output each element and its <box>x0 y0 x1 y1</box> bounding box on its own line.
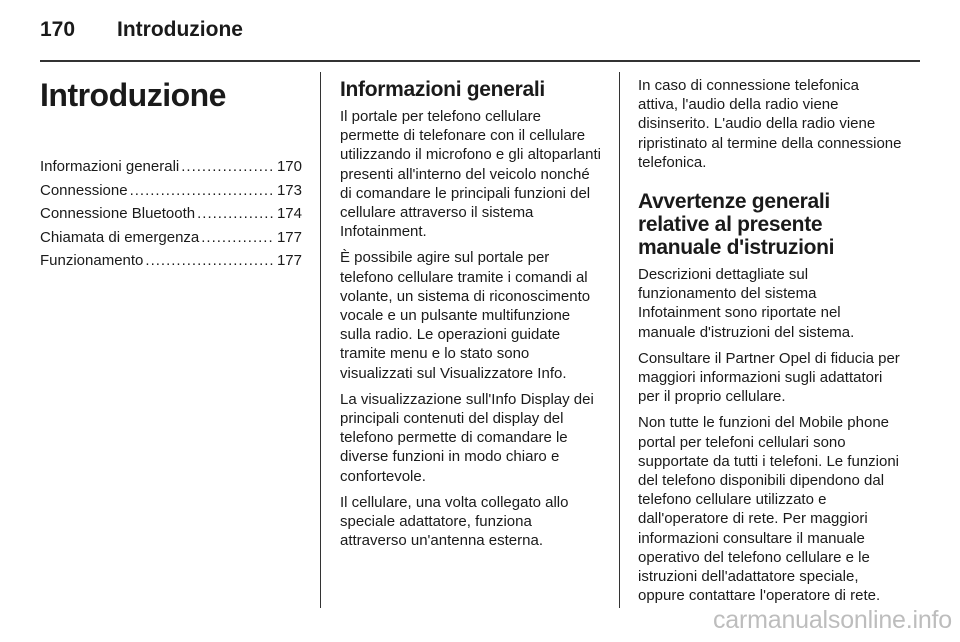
toc-entry-label: Chiamata di emergenza <box>40 228 200 246</box>
toc-leader-dots <box>197 202 275 226</box>
column-divider-1 <box>320 72 321 608</box>
toc-entry[interactable] <box>40 202 302 226</box>
toc-entry-page: 170 <box>276 158 302 176</box>
section-title-informazioni-generali: Informazioni generali <box>340 78 545 101</box>
toc-entry-page: 173 <box>276 181 302 199</box>
paragraph: Il cellulare, una volta collegato allo speciale adattatore, funziona attraverso un'antenna esterna. <box>340 493 569 550</box>
paragraph: Non tutte le funzioni del Mobile phone portal per telefoni cellulari sono supportate da tutti i telefoni. Le funzioni del telefono disponibili dipendono dal telefono cellulare utilizzato e dall'operatore di rete. Per maggiori informazioni consultare il manuale operativo del telefono cellulare e le istruzioni dell'adattatore speciale, oppure contattare l'operatore di rete. <box>638 414 900 605</box>
paragraph: È possibile agire sul portale per telefono cellulare tramite i comandi al volante, un sistema di riconoscimento vocale e un pulsante multifunzione sulla radio. Le operazioni guidate tramite menu e lo stato sono visualizzati sul Visualizzatore Info. <box>340 249 591 382</box>
column-divider-2 <box>619 72 620 608</box>
page-number: 170 <box>40 18 76 41</box>
toc-entry[interactable] <box>40 226 302 250</box>
toc-leader-dots <box>181 155 275 179</box>
column-right <box>638 72 902 612</box>
toc-entry-label: Informazioni generali <box>40 158 180 176</box>
toc-entry-page: 174 <box>276 205 302 223</box>
toc-leader-dots <box>130 179 275 203</box>
toc-entry[interactable] <box>40 249 302 273</box>
toc-entry-label: Funzionamento <box>40 252 144 270</box>
watermark: carmanualsonline.info <box>712 606 952 634</box>
header-divider <box>40 60 920 62</box>
paragraph: In caso di connessione telefonica attiva, l'audio della radio viene disinserito. L'audio della radio viene ripristinato al termine della connessione telefonica. <box>638 77 902 171</box>
paragraph: Il portale per telefono cellulare permette di telefonare con il cellulare utilizzando il microfono e gli altoparlanti presenti all'interno del veicolo nonché di comandare le principali funzioni del cellulare attraverso il sistema Infotainment. <box>340 108 601 241</box>
toc-entry-page: 177 <box>276 252 302 270</box>
column-left <box>40 72 302 273</box>
table-of-contents <box>40 155 302 273</box>
toc-entry-label: Connessione <box>40 181 128 199</box>
toc-leader-dots <box>201 226 275 250</box>
page-header <box>40 18 920 48</box>
section-title-avvertenze: Avvertenze generali relative al presente manuale d'istruzioni <box>638 190 835 260</box>
toc-entry[interactable] <box>40 179 302 203</box>
chapter-title: Introduzione <box>40 77 226 113</box>
paragraph: Descrizioni dettagliate sul funzionamento del sistema Infotainment sono riportate nel manuale d'istruzioni del sistema. <box>638 266 855 341</box>
toc-entry-page: 177 <box>276 228 302 246</box>
toc-entry[interactable] <box>40 155 302 179</box>
paragraph: Consultare il Partner Opel di fiducia per maggiori informazioni sugli adattatori per il proprio cellulare. <box>638 349 900 406</box>
column-middle <box>340 72 602 557</box>
toc-entry-label: Connessione Bluetooth <box>40 205 196 223</box>
running-title: Introduzione <box>117 18 243 41</box>
toc-leader-dots <box>145 249 275 273</box>
paragraph: La visualizzazione sull'Info Display dei principali contenuti del display del telefono permette di comandare le diverse funzioni in modo chiaro e confortevole. <box>340 390 594 485</box>
